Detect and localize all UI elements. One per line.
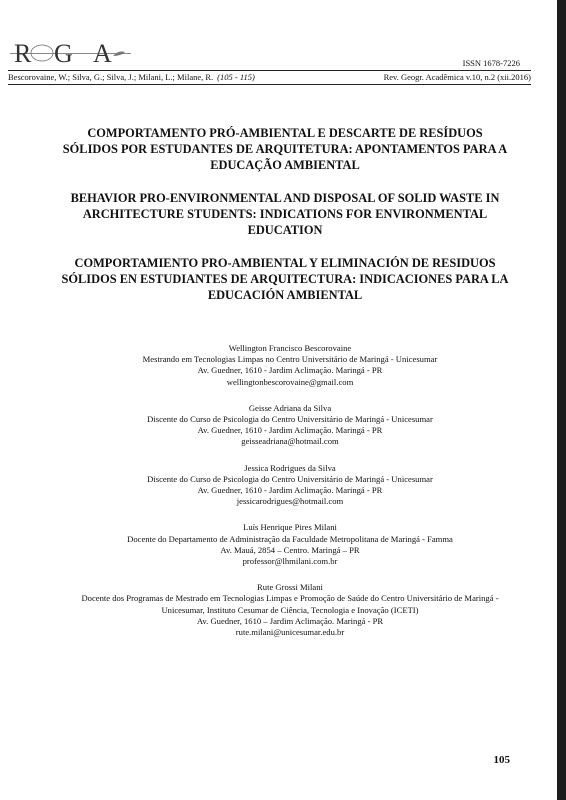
title-line: EDUCACIÓN AMBIENTAL <box>207 288 363 302</box>
author-name: Luís Henrique Pires Milani <box>243 522 337 533</box>
author-name: Wellington Francisco Bescorovaine <box>228 343 352 353</box>
author-address: Av. Guedner, 1610 - Jardim Aclimação. Maringá - PR <box>197 365 383 376</box>
title-english <box>40 190 530 238</box>
author-address: Av. Mauá, 2854 – Centro. Maringá – PR <box>220 544 360 555</box>
title-line: EDUCAÇÃO AMBIENTAL <box>210 158 360 172</box>
citation-line <box>8 71 255 84</box>
title-line: SÓLIDOS EN ESTUDIANTES DE ARQUITECTURA: INDICACIONES PARA LA <box>61 272 509 286</box>
logo-letter-r: R <box>14 39 32 68</box>
title-line: ARCHITECTURE STUDENTS: INDICATIONS FOR ENVIRONMENTAL <box>82 207 488 221</box>
author-email[interactable]: geisseadriana@hotmail.com <box>241 436 339 447</box>
running-head <box>8 70 531 85</box>
author-address: Av. Guedner, 1610 - Jardim Aclimação. Maringá - PR <box>197 425 383 436</box>
author-list <box>20 343 560 653</box>
author-affiliation: Discente do Curso de Psicologia do Centro Universitário de Maringá - Unicesumar <box>147 414 433 425</box>
logo-letter-g: G <box>54 39 73 68</box>
journal-info: Rev. Geogr. Acadêmica v.10, n.2 (xii.2016) <box>383 72 531 82</box>
author-affiliation-continued: Unicesumar, Instituto Cesumar de Ciência, Tecnologia e Inovação (ICETI) <box>161 604 419 615</box>
author-address: Av. Guedner, 1610 - Jardim Aclimação. Maringá - PR <box>197 485 383 496</box>
author-block <box>20 463 560 508</box>
author-block <box>20 582 560 638</box>
title-line: EDUCATION <box>247 223 323 237</box>
author-name: Rute Grossi Milani <box>257 582 323 593</box>
author-block <box>20 343 560 388</box>
logo-letter-a: A <box>93 39 112 68</box>
author-affiliation: Docente do Departamento de Administração da Faculdade Metropolitana de Maringá - Famma <box>127 533 453 544</box>
citation-authors: Bescorovaine, W.; Silva, G.; Silva, J.; Milani, L.; Milane, R. <box>8 72 214 82</box>
author-address: Av. Guedner, 1610 – Jardim Aclimação. Maringá - PR <box>196 615 384 626</box>
author-name: Jessica Rodrigues da Silva <box>244 462 336 473</box>
page-number: 105 <box>493 754 510 766</box>
title-spanish <box>40 255 530 303</box>
author-name: Geisse Adriana da Silva <box>248 402 332 413</box>
title-line: SÓLIDOS POR ESTUDANTES DE ARQUITETURA: APONTAMENTOS PARA A <box>62 142 508 156</box>
author-affiliation: Docente dos Programas de Mestrado em Tecnologias Limpas e Promoção de Saúde do Centro Universitário de Maringá - <box>81 593 499 604</box>
title-line: COMPORTAMIENTO PRO-AMBIENTAL Y ELIMINACIÓN DE RESIDUOS <box>74 256 496 270</box>
title-portuguese <box>40 125 530 173</box>
title-line: BEHAVIOR PRO-ENVIRONMENTAL AND DISPOSAL OF SOLID WASTE IN <box>70 191 500 205</box>
page-range: (105 - 115) <box>217 72 255 82</box>
author-email[interactable]: professor@lhmilani.com.br <box>242 556 338 567</box>
author-email[interactable]: wellingtonbescorovaine@gmail.com <box>226 376 354 387</box>
journal-logo <box>8 38 133 68</box>
author-email[interactable]: jessicarodrigues@hotmail.com <box>236 496 344 507</box>
issn: ISSN 1678-7226 <box>462 58 520 68</box>
author-affiliation: Mestrando em Tecnologias Limpas no Centro Universitário de Maringá - Unicesumar <box>142 354 438 365</box>
author-block <box>20 403 560 448</box>
title-line: COMPORTAMENTO PRÓ-AMBIENTAL E DESCARTE DE RESÍDUOS <box>87 126 483 140</box>
author-block <box>20 522 560 567</box>
author-affiliation: Discente do Curso de Psicologia do Centro Universitário de Maringá - Unicesumar <box>147 473 433 484</box>
author-email[interactable]: rute.milani@unicesumar.edu.br <box>235 627 345 638</box>
